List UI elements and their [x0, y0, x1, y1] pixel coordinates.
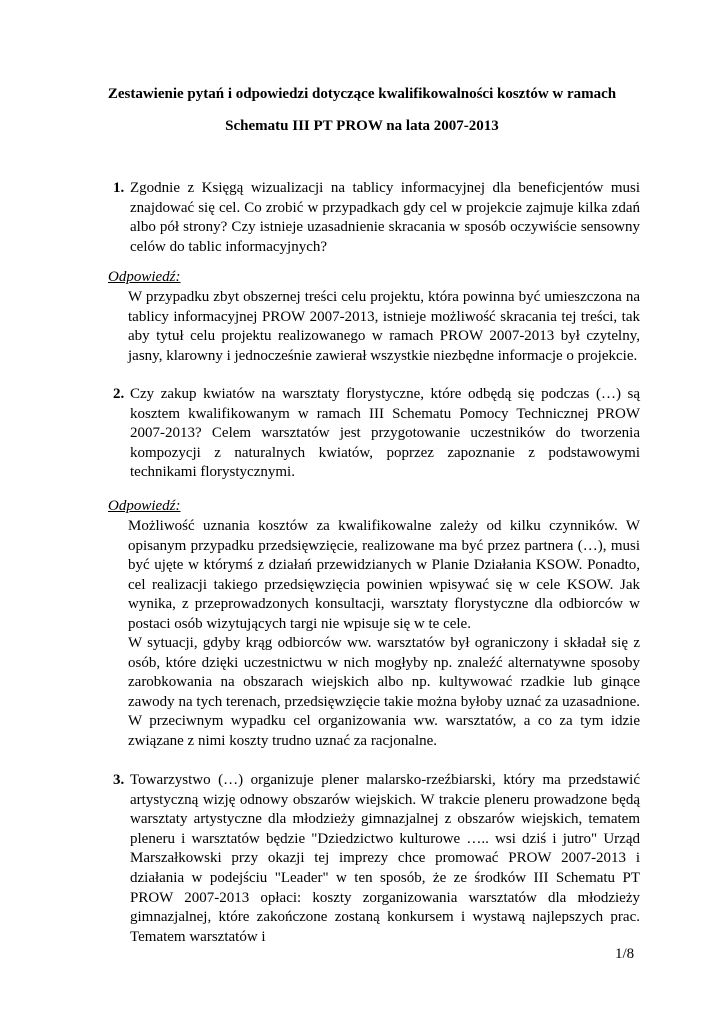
- answer-1-label: Odpowiedź:: [108, 269, 181, 285]
- question-2-text: Czy zakup kwiatów na warsztaty florystyczne, które odbędą się podczas (…) są kosztem kwalifikowanym w ramach III Schematu Pomocy Technicznej PROW 2007-2013? Celem warsztatów jest przygotowanie uczestników do tworzenia kompozycji z naturalnych kwiatów, poprzez zapoznanie z podstawowymi technikami florystycznymi.: [130, 386, 640, 481]
- question-3-number: 3.: [113, 772, 125, 788]
- question-1-number: 1.: [113, 180, 125, 196]
- question-1-text: Zgodnie z Księgą wizualizacji na tablicy informacyjnej dla beneficjentów musi znajdować się cel. Co zrobić w przypadkach gdy cel w projekcie zajmuje kilka zdań albo pół strony? Czy istnieje uzasadnienie skracania w sposób oczywiście sensowny celów do tablic informacyjnych?: [130, 180, 640, 255]
- document-title-line-2: Schematu III PT PROW na lata 2007-2013: [225, 118, 499, 134]
- document-title-line-1: Zestawienie pytań i odpowiedzi dotyczące kwalifikowalności kosztów w ramach: [107, 86, 617, 102]
- answer-2-label: Odpowiedź:: [108, 498, 181, 514]
- question-3-text: Towarzystwo (…) organizuje plener malarsko-rzeźbiarski, który ma przedstawić artystyczną wizję odnowy obszarów wiejskich. W trakcie pleneru prowadzone będą warsztaty artystyczne dla młodzieży gimnazjalnej z obszarów wiejskich, tematem pleneru i warsztatów będzie "Dziedzictwo kulturowe ….. wsi dziś i jutro" Urząd Marszałkowski przy okazji tej imprezy chce promować PROW 2007-2013 i działania w podejściu "Leader" w ten sposób, że ze środków III Schematu PT PROW 2007-2013 opłaci: koszty zorganizowania warsztatów dla młodzieży gimnazjalnej, które zakończone zostaną konkursem i wystawą najlepszych prac. Tematem warsztatów i: [130, 772, 640, 945]
- page-number: 1/8: [615, 946, 635, 962]
- answer-2-paragraph-1: Możliwość uznania kosztów za kwalifikowalne zależy od kilku czynników. W opisanym przypadku przedsięwzięcie, realizowane ma być przez partnera (…), musi być ujęte w którymś z działań przewidzianych w Planie Działania KSOW. Ponadto, cel realizacji takiego przedsięwzięcia powinien wpisywać się w cele KSOW. Jak wynika, z przeprowadzonych konsultacji, warsztaty florystyczne dla odbiorców w postaci osób wizytujących targi nie wpisuje się w te cele.: [128, 518, 640, 632]
- answer-2-paragraph-2: W sytuacji, gdyby krąg odbiorców ww. warsztatów był ograniczony i składał się z osób, które dzięki uczestnictwu w nich mogłyby np. znaleźć alternatywne sposoby zarobkowania na obszarach wiejskich albo np. kultywować rzadkie lub ginące zawody na tych terenach, przedsięwzięcie takie można byłoby uznać za uzasadnione. W przeciwnym wypadku cel organizowania ww. warsztatów, a co za tym idzie związane z nimi koszty trudno uznać za racjonalne.: [128, 635, 640, 749]
- question-2-number: 2.: [113, 386, 125, 402]
- answer-1-text: W przypadku zbyt obszernej treści celu projektu, która powinna być umieszczona na tablicy informacyjnej PROW 2007-2013, istnieje możliwość skracania tej treści, tak aby tytuł celu projektu realizowanego w ramach PROW 2007-2013 był czytelny, jasny, klarowny i jednocześnie zawierał wszystkie niezbędne informacje o projekcie.: [128, 289, 640, 364]
